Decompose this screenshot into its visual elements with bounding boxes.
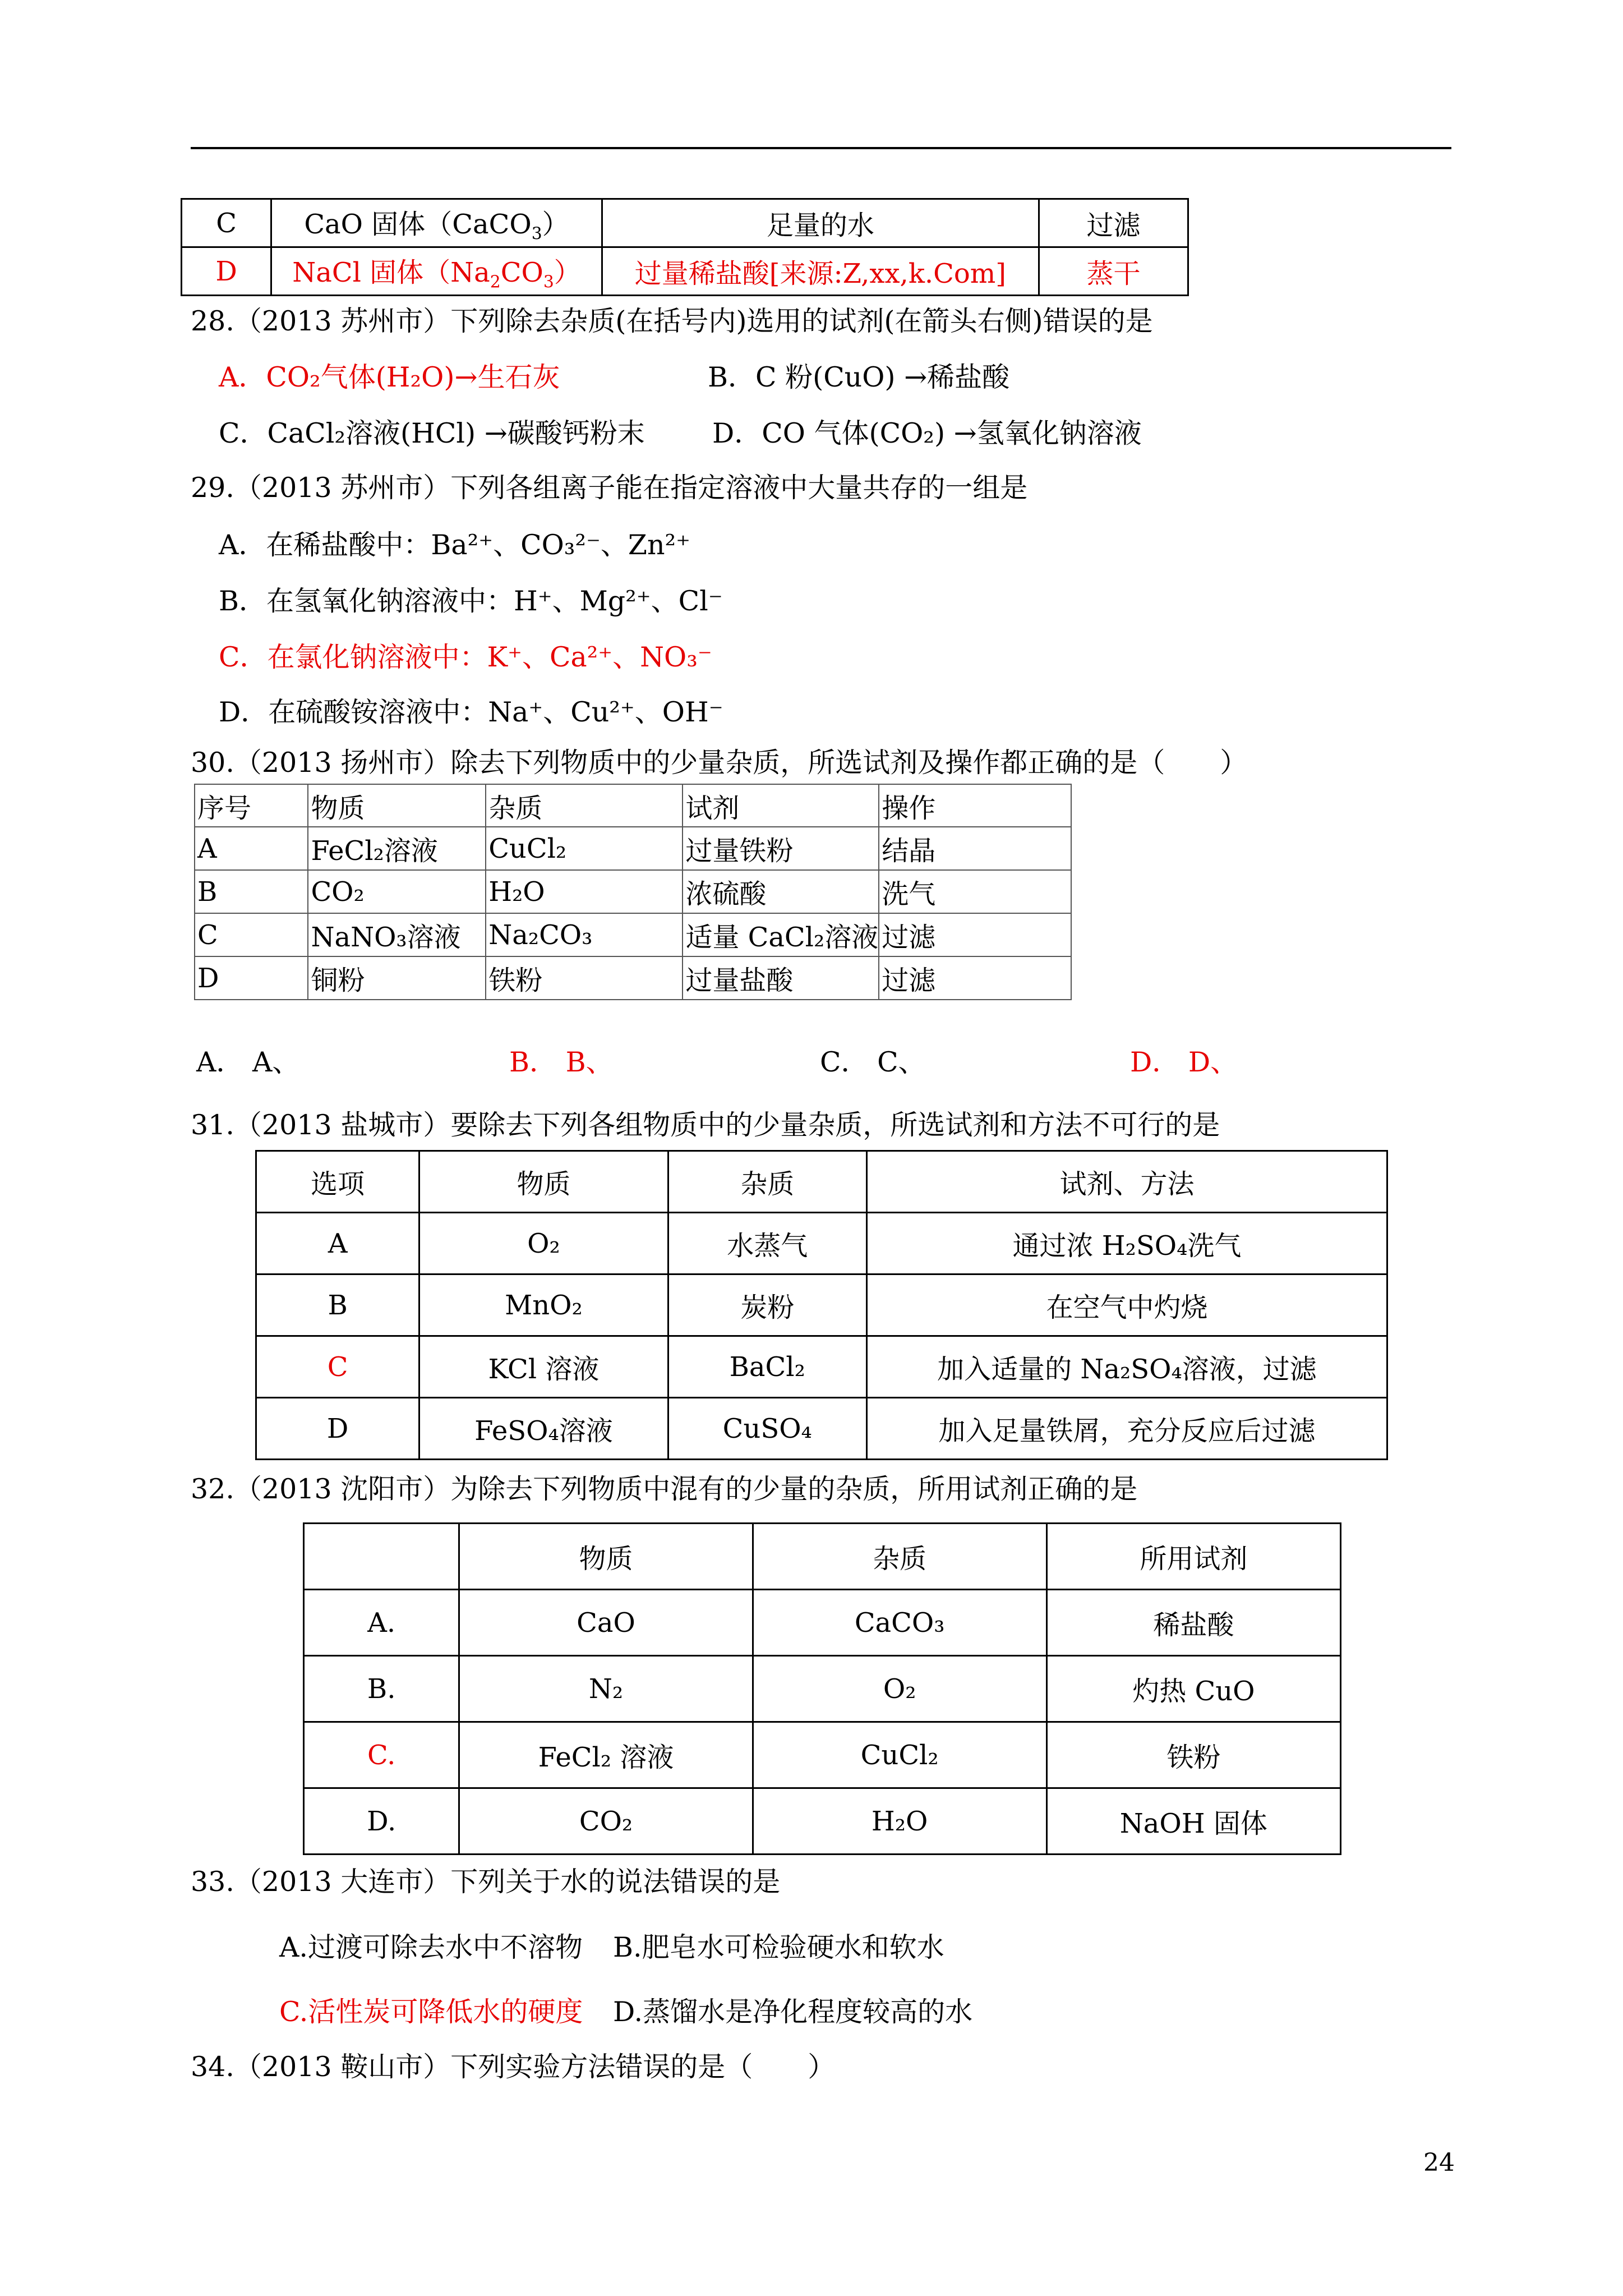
q29-option-d: D．在硫酸铵溶液中：Na⁺、Cu²⁺、OH⁻ xyxy=(219,696,723,728)
table-row xyxy=(195,827,1071,870)
table-row xyxy=(195,870,1071,913)
header-cell: 操作 xyxy=(879,784,1071,827)
q33-stem: 33.（2013 大连市）下列关于水的说法错误的是 xyxy=(191,1866,781,1898)
table-row xyxy=(256,1213,1387,1274)
table-row xyxy=(304,1722,1341,1788)
table-cell: D xyxy=(256,1398,419,1460)
table-cell: FeSO₄溶液 xyxy=(419,1398,668,1460)
option-cell: C xyxy=(182,199,271,247)
q28-stem: 28.（2013 苏州市）下列除去杂质(在括号内)选用的试剂(在箭头右侧)错误的是 xyxy=(191,305,1153,337)
header-rule xyxy=(191,147,1451,149)
q28-option-d: D．CO 气体(CO₂) →氢氧化钠溶液 xyxy=(712,417,1142,449)
table-cell: C xyxy=(256,1336,419,1398)
reagent-cell: 过量稀盐酸[来源:Z,xx,k.Com] xyxy=(602,247,1039,296)
item-cell: CaO 固体（CaCO$_3$） xyxy=(271,199,602,247)
table-row xyxy=(256,1336,1387,1398)
table-cell: 铜粉 xyxy=(308,956,486,1000)
table-cell: 过滤 xyxy=(879,913,1071,956)
table-header-row xyxy=(256,1151,1387,1213)
table-cell: C xyxy=(195,913,308,956)
q33-option-a: A.过渡可除去水中不溶物 xyxy=(279,1931,583,1963)
table-cell: 加入足量铁屑，充分反应后过滤 xyxy=(866,1398,1387,1460)
table-cell: 浓硫酸 xyxy=(683,870,879,913)
q30-table xyxy=(194,784,1072,1000)
table-cell: 在空气中灼烧 xyxy=(866,1274,1387,1336)
table-cell: 水蒸气 xyxy=(668,1213,866,1274)
q33-option-b: B.肥皂水可检验硬水和软水 xyxy=(613,1931,944,1963)
table-cell: H₂O xyxy=(753,1788,1046,1855)
table-cell: B. xyxy=(304,1656,459,1722)
table-cell: NaNO₃溶液 xyxy=(308,913,486,956)
table-cell: CuSO₄ xyxy=(668,1398,866,1460)
table-cell: H₂O xyxy=(486,870,683,913)
table-cell: 铁粉 xyxy=(486,956,683,1000)
q28-option-b: B．C 粉(CuO) →稀盐酸 xyxy=(708,361,1010,393)
q30-answer-a: A． A、 xyxy=(196,1046,300,1078)
table-cell: KCl 溶液 xyxy=(419,1336,668,1398)
table-cell: A xyxy=(256,1213,419,1274)
table-row xyxy=(256,1398,1387,1460)
table-cell: D. xyxy=(304,1788,459,1855)
table-row xyxy=(304,1590,1341,1656)
q29-stem: 29.（2013 苏州市）下列各组离子能在指定溶液中大量共存的一组是 xyxy=(191,472,1028,504)
header-cell: 选项 xyxy=(256,1151,419,1213)
q31-stem: 31.（2013 盐城市）要除去下列各组物质中的少量杂质，所选试剂和方法不可行的是 xyxy=(191,1109,1220,1141)
header-cell: 所用试剂 xyxy=(1046,1524,1340,1590)
table-cell: BaCl₂ xyxy=(668,1336,866,1398)
table-cell: FeCl₂ 溶液 xyxy=(459,1722,753,1788)
table-row xyxy=(195,913,1071,956)
table-cell: CuCl₂ xyxy=(486,827,683,870)
q29-option-a: A．在稀盐酸中：Ba²⁺、CO₃²⁻、Zn²⁺ xyxy=(219,529,691,561)
q31-table xyxy=(255,1150,1388,1460)
table-cell: 通过浓 H₂SO₄洗气 xyxy=(866,1213,1387,1274)
header-cell: 序号 xyxy=(195,784,308,827)
q28-option-a: A．CO₂气体(H₂O)→生石灰 xyxy=(219,361,560,393)
table-cell: 过量盐酸 xyxy=(683,956,879,1000)
q30-answer-d: D． D、 xyxy=(1130,1046,1238,1078)
table-cell: B xyxy=(256,1274,419,1336)
table-header-row xyxy=(304,1524,1341,1590)
q29-option-c: C．在氯化钠溶液中：K⁺、Ca²⁺、NO₃⁻ xyxy=(219,641,712,673)
table-cell: CO₂ xyxy=(459,1788,753,1855)
table-cell: NaOH 固体 xyxy=(1046,1788,1340,1855)
table-cell: 洗气 xyxy=(879,870,1071,913)
table-cell: D xyxy=(195,956,308,1000)
header-cell: 物质 xyxy=(308,784,486,827)
table-cell: B xyxy=(195,870,308,913)
table-row xyxy=(304,1788,1341,1855)
table-row xyxy=(195,956,1071,1000)
table-cell: 铁粉 xyxy=(1046,1722,1340,1788)
table-cell: 炭粉 xyxy=(668,1274,866,1336)
table-cell: CO₂ xyxy=(308,870,486,913)
q29-option-b: B．在氢氧化钠溶液中：H⁺、Mg²⁺、Cl⁻ xyxy=(219,585,723,617)
q30-answer-c: C． C、 xyxy=(820,1046,926,1078)
q30-answer-b: B． B、 xyxy=(509,1046,614,1078)
header-cell xyxy=(304,1524,459,1590)
table-cell: 结晶 xyxy=(879,827,1071,870)
table-cell: 过滤 xyxy=(879,956,1071,1000)
method-cell: 过滤 xyxy=(1039,199,1188,247)
header-cell: 杂质 xyxy=(753,1524,1046,1590)
header-cell: 试剂 xyxy=(683,784,879,827)
table-row xyxy=(182,199,1188,247)
table-cell: 过量铁粉 xyxy=(683,827,879,870)
header-cell: 试剂、方法 xyxy=(866,1151,1387,1213)
header-cell: 杂质 xyxy=(668,1151,866,1213)
table-cell: CaO xyxy=(459,1590,753,1656)
table-header-row xyxy=(195,784,1071,827)
q33-option-c: C.活性炭可降低水的硬度 xyxy=(279,1996,583,2028)
table-row xyxy=(182,247,1188,296)
page-number: 24 xyxy=(1423,2148,1455,2177)
header-cell: 物质 xyxy=(419,1151,668,1213)
table-cell: CaCO₃ xyxy=(753,1590,1046,1656)
table-cell: 适量 CaCl₂溶液 xyxy=(683,913,879,956)
table-cell: Na₂CO₃ xyxy=(486,913,683,956)
header-cell: 杂质 xyxy=(486,784,683,827)
top-table xyxy=(181,198,1189,296)
table-cell: A. xyxy=(304,1590,459,1656)
table-row xyxy=(304,1656,1341,1722)
q33-option-d: D.蒸馏水是净化程度较高的水 xyxy=(613,1996,973,2028)
table-cell: C. xyxy=(304,1722,459,1788)
table-cell: 稀盐酸 xyxy=(1046,1590,1340,1656)
table-cell: O₂ xyxy=(419,1213,668,1274)
q28-option-c: C．CaCl₂溶液(HCl) →碳酸钙粉末 xyxy=(219,417,645,449)
method-cell: 蒸干 xyxy=(1039,247,1188,296)
q32-table xyxy=(303,1522,1341,1855)
table-cell: N₂ xyxy=(459,1656,753,1722)
q30-stem: 30.（2013 扬州市）除去下列物质中的少量杂质，所选试剂及操作都正确的是（ ） xyxy=(191,747,1248,779)
q34-stem: 34.（2013 鞍山市）下列实验方法错误的是（ ） xyxy=(191,2051,836,2083)
table-cell: 加入适量的 Na₂SO₄溶液，过滤 xyxy=(866,1336,1387,1398)
table-cell: 灼热 CuO xyxy=(1046,1656,1340,1722)
table-cell: A xyxy=(195,827,308,870)
table-cell: MnO₂ xyxy=(419,1274,668,1336)
table-cell: O₂ xyxy=(753,1656,1046,1722)
option-cell: D xyxy=(182,247,271,296)
header-cell: 物质 xyxy=(459,1524,753,1590)
q32-stem: 32.（2013 沈阳市）为除去下列物质中混有的少量的杂质，所用试剂正确的是 xyxy=(191,1473,1138,1505)
table-cell: FeCl₂溶液 xyxy=(308,827,486,870)
table-cell: CuCl₂ xyxy=(753,1722,1046,1788)
reagent-cell: 足量的水 xyxy=(602,199,1039,247)
item-cell: NaCl 固体$(Na_2CO_3)$ xyxy=(271,247,602,296)
table-row xyxy=(256,1274,1387,1336)
